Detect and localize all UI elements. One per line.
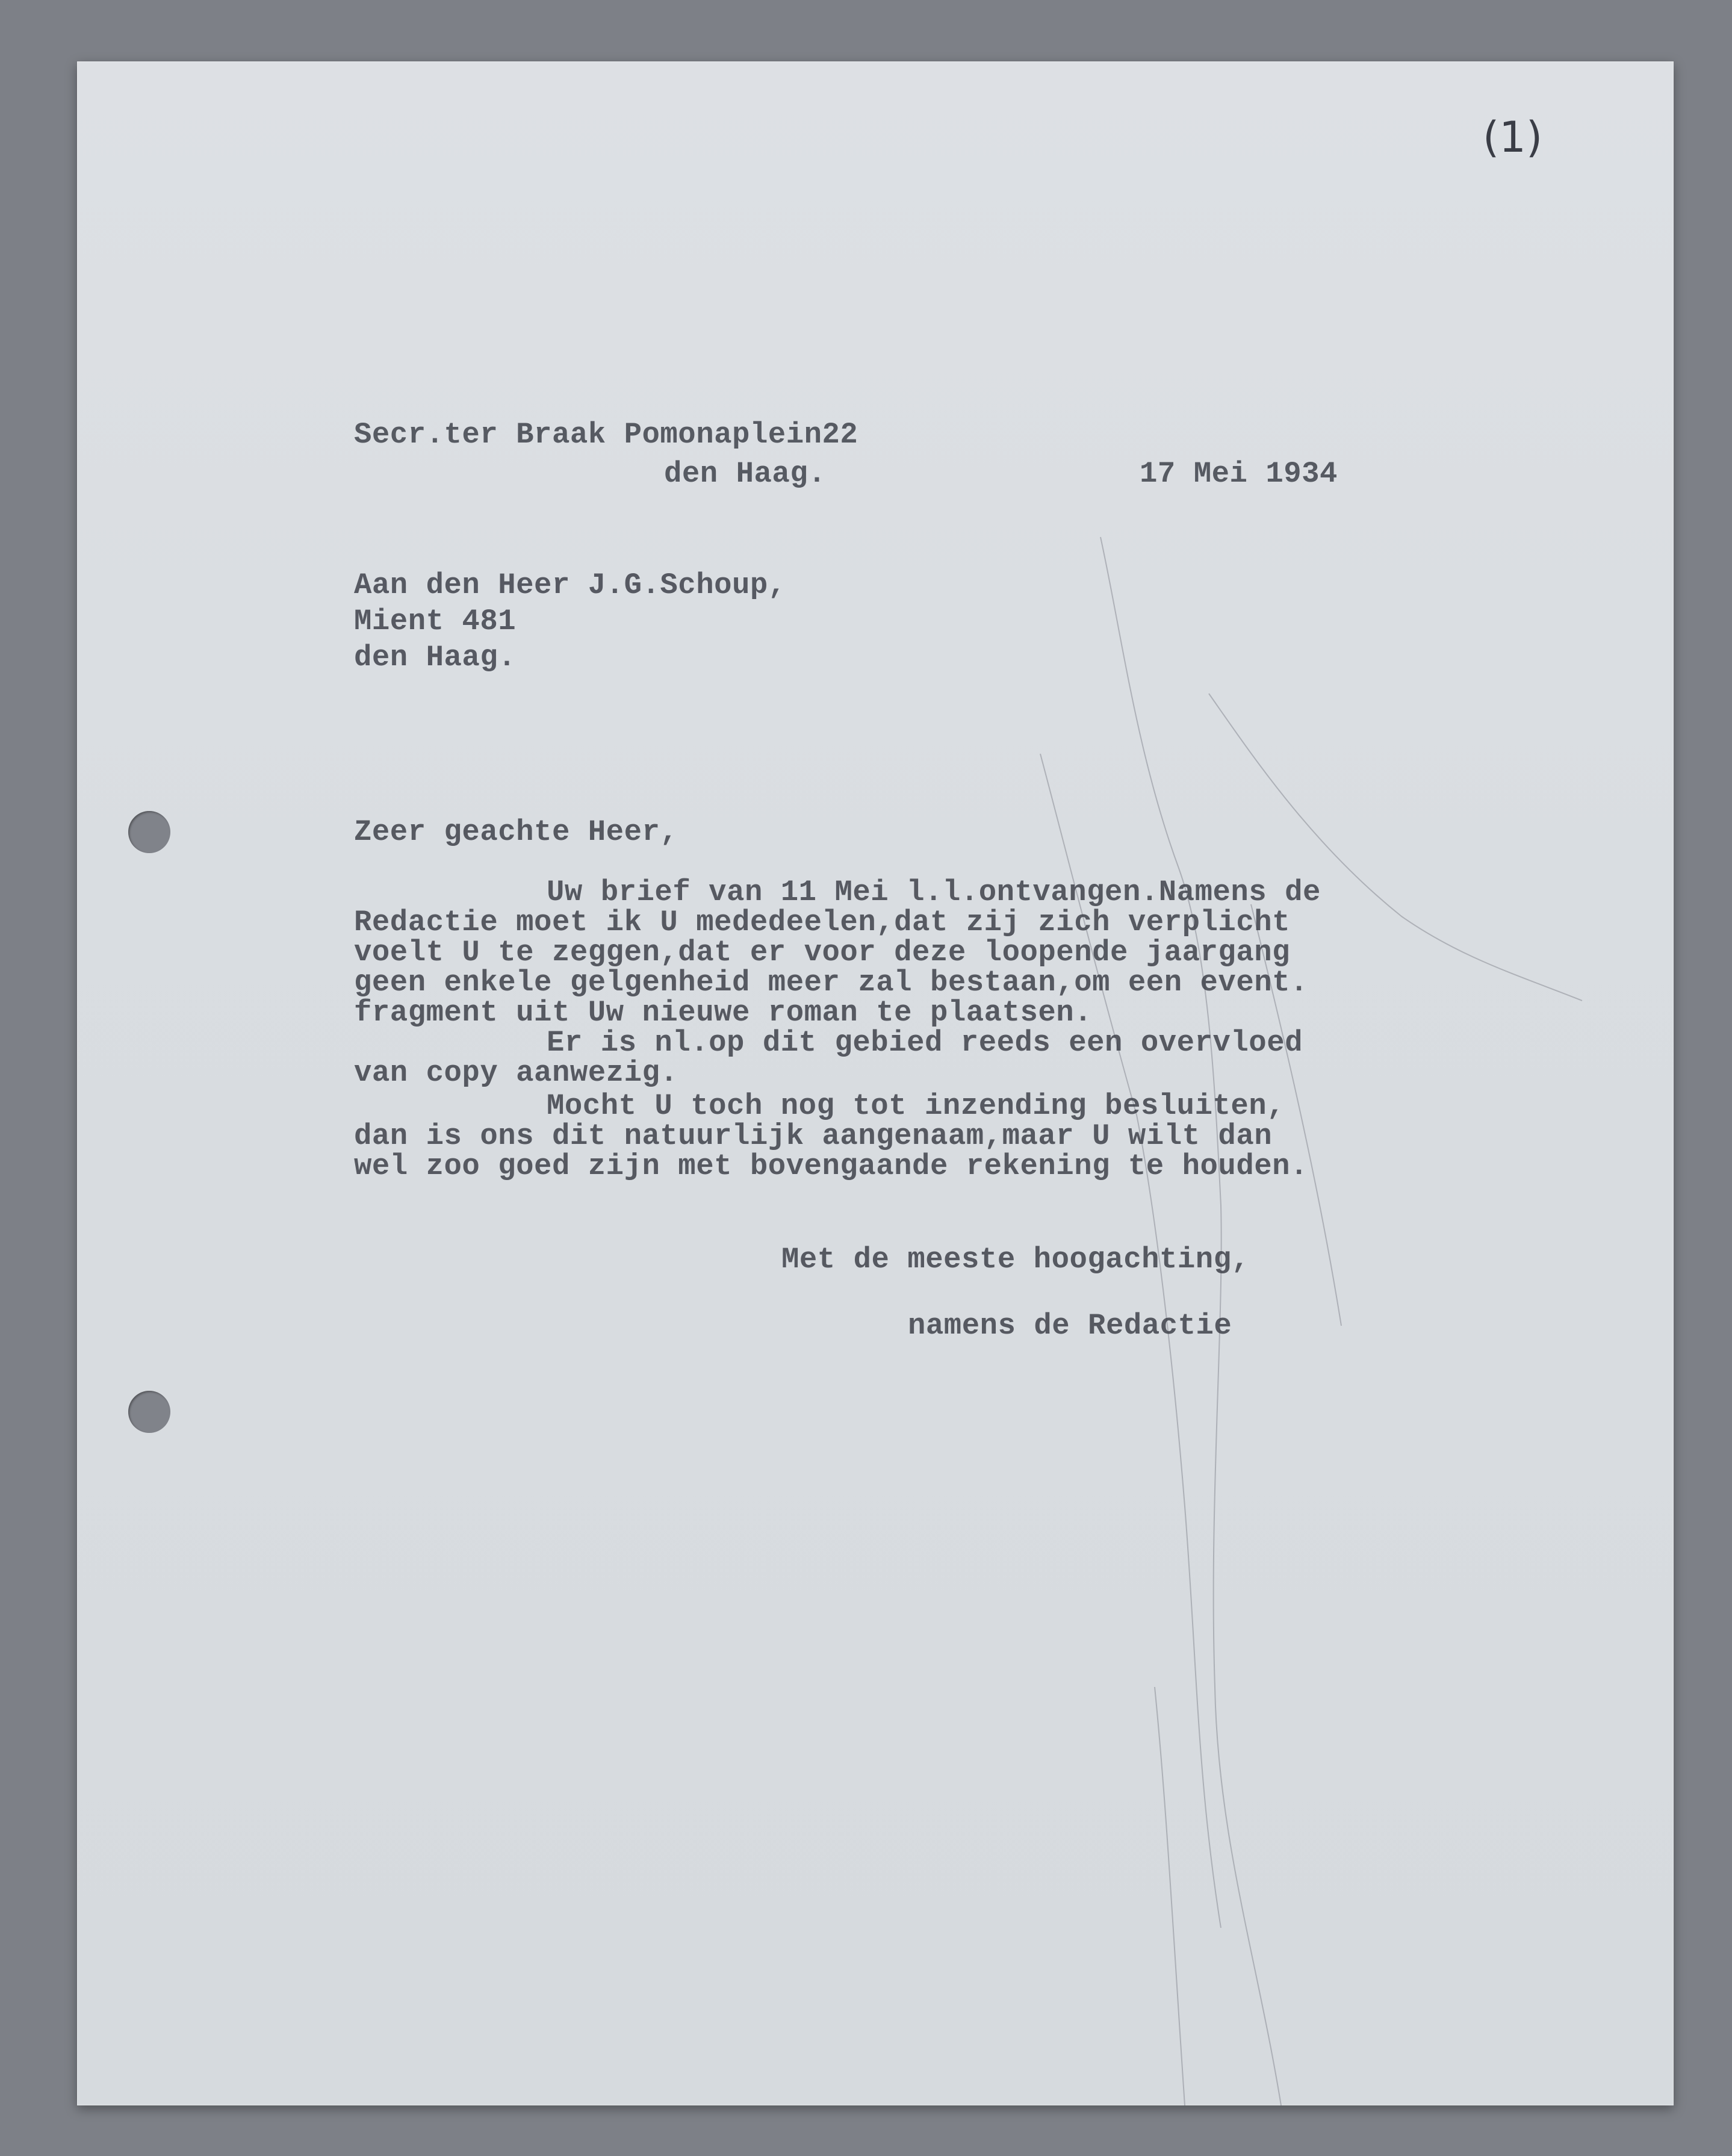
recipient-street: Mient 481 (354, 604, 517, 638)
punch-hole-bottom (128, 1391, 170, 1433)
recipient-name: Aan den Heer J.G.Schoup, (354, 568, 786, 602)
recipient-city: den Haag. (354, 641, 517, 674)
body-line: van copy aanwezig. (354, 1056, 678, 1090)
body-line: dan is ons dit natuurlijk aangenaam,maar U wilt dan (354, 1119, 1273, 1153)
paper-crease-lines (77, 61, 1674, 2105)
punch-hole-top (128, 811, 170, 853)
body-line: Uw brief van 11 Mei l.l.ontvangen.Namens de (547, 875, 1321, 909)
body-line: Er is nl.op dit gebied reeds een overvloed (547, 1026, 1303, 1060)
letter-date: 17 Mei 1934 (1140, 457, 1338, 491)
closing-signature: namens de Redactie (908, 1309, 1232, 1343)
body-line: wel zoo goed zijn met bovengaande rekening te houden. (354, 1149, 1308, 1183)
sender-address: Secr.ter Braak Pomonaplein22 (354, 418, 858, 452)
sender-city: den Haag. (664, 457, 827, 491)
body-line: Mocht U toch nog tot inzending besluiten, (547, 1089, 1285, 1123)
body-line: geen enkele gelgenheid meer zal bestaan,om een event. (354, 966, 1308, 999)
closing-greeting: Met de meeste hoogachting, (781, 1243, 1250, 1276)
letter-sheet (77, 61, 1674, 2105)
body-line: voelt U te zeggen,dat er voor deze loopende jaargang (354, 936, 1291, 969)
body-line: Redactie moet ik U mededeelen,dat zij zich verplicht (354, 906, 1291, 939)
salutation: Zeer geachte Heer, (354, 815, 678, 849)
body-line: fragment uit Uw nieuwe roman te plaatsen. (354, 996, 1093, 1030)
archive-annotation: (1) (1483, 113, 1543, 162)
